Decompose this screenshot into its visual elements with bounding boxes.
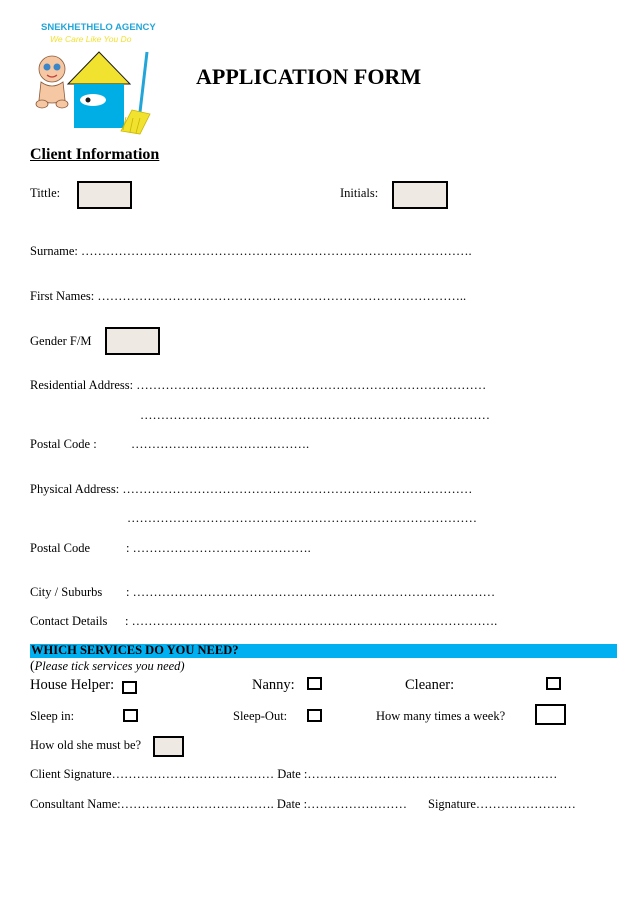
cleaner-checkbox[interactable]: [546, 677, 561, 690]
contact-label: Contact Details: [30, 614, 108, 628]
title-label: Tittle:: [30, 186, 61, 200]
contact-field[interactable]: : …………………………………………………………………………….: [125, 614, 498, 628]
cleaner-label: Cleaner:: [405, 677, 455, 693]
nanny-checkbox[interactable]: [307, 677, 322, 690]
postal-code-2-field[interactable]: : …………………………………….: [126, 541, 311, 555]
agency-tagline: We Care Like You Do: [50, 34, 132, 44]
initials-label: Initials:: [340, 186, 379, 200]
physical-address-field[interactable]: Physical Address: …………………………………………………………………………: [30, 482, 473, 496]
agency-logo: [30, 20, 165, 140]
first-names-field[interactable]: First Names: ……………………………………………………………………………..: [30, 289, 467, 303]
title-field[interactable]: [77, 181, 132, 209]
services-instruction: [30, 659, 185, 675]
services-heading-band: [30, 644, 617, 658]
times-per-week-label: How many times a week?: [376, 709, 506, 723]
initials-field[interactable]: [392, 181, 448, 209]
house-baby-broom-icon: [30, 42, 165, 142]
city-field[interactable]: : ……………………………………………………………………………: [126, 585, 496, 599]
agency-name: SNEKHETHELO AGENCY: [41, 22, 156, 33]
postal-code-field[interactable]: Postal Code : …………………………………….: [30, 437, 310, 451]
nanny-label: Nanny:: [252, 677, 295, 693]
gender-field[interactable]: [105, 327, 160, 355]
instruction-text: Please tick services you need): [34, 659, 185, 673]
age-field[interactable]: [153, 736, 184, 757]
instruction-paren: (: [30, 659, 35, 674]
sleep-out-checkbox[interactable]: [307, 709, 322, 722]
consultant-signature-field[interactable]: Signature……………………: [428, 797, 576, 811]
section-heading-client-info: Client Information: [30, 146, 160, 163]
house-helper-label: House Helper:: [30, 677, 115, 693]
sleep-in-label: Sleep in:: [30, 709, 75, 723]
house-helper-checkbox[interactable]: [122, 681, 137, 694]
times-per-week-field[interactable]: [535, 704, 566, 725]
residential-address-line2-field[interactable]: …………………………………………………………………………: [140, 408, 490, 422]
page-title: APPLICATION FORM: [196, 64, 422, 89]
services-heading: WHICH SERVICES DO YOU NEED?: [31, 643, 239, 657]
client-signature-field[interactable]: Client Signature………………………………… Date :……………………………………………………: [30, 767, 558, 781]
consultant-name-field[interactable]: Consultant Name:………………………………. Date :……………………: [30, 797, 408, 811]
age-question-label: How old she must be?: [30, 738, 142, 752]
sleep-in-checkbox[interactable]: [123, 709, 138, 722]
physical-address-line2-field[interactable]: …………………………………………………………………………: [127, 511, 477, 525]
postal-code-2-label: Postal Code: [30, 541, 91, 555]
sleep-out-label: Sleep-Out:: [233, 709, 288, 723]
residential-address-field[interactable]: Residential Address: …………………………………………………………………………: [30, 378, 487, 392]
surname-field[interactable]: Surname: ………………………………………………………………………………….: [30, 244, 472, 258]
city-label: City / Suburbs: [30, 585, 103, 599]
gender-label: Gender F/M: [30, 334, 92, 348]
